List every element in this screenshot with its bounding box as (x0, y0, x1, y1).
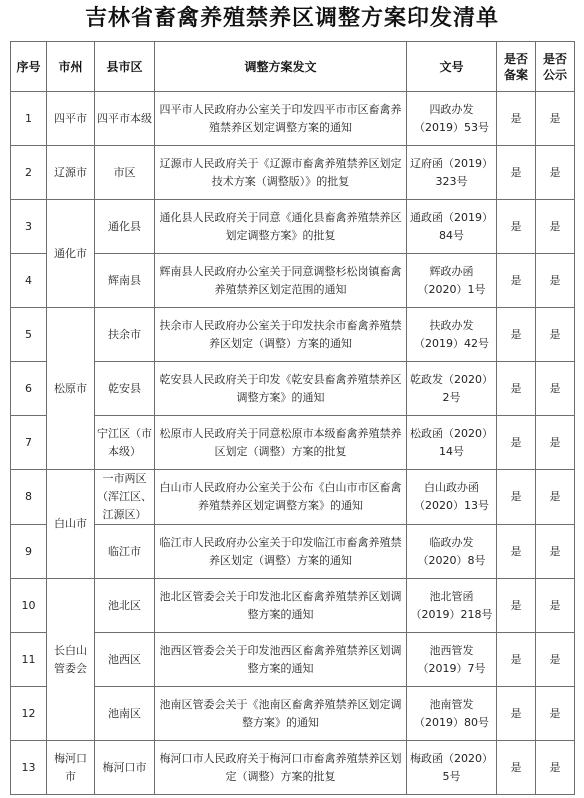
city-cell: 梅河口市 (47, 741, 95, 795)
county-cell: 扶余市 (95, 308, 155, 362)
county-cell: 梅河口市 (95, 741, 155, 795)
plan-cell: 四平市人民政府办公室关于印发四平市市区畜禽养殖禁养区划定调整方案的通知 (155, 92, 407, 146)
public-cell: 是 (536, 254, 575, 308)
plan-cell: 辽源市人民政府关于《辽源市畜禽养殖禁养区划定技术方案（调整版）》的批复 (155, 146, 407, 200)
row-number: 13 (11, 741, 47, 795)
public-cell: 是 (536, 146, 575, 200)
filed-cell: 是 (497, 633, 536, 687)
row-number: 5 (11, 308, 47, 362)
filed-cell: 是 (497, 254, 536, 308)
row-number: 6 (11, 362, 47, 416)
docno-cell: 松政函（2020）14号 (407, 416, 497, 470)
table-row (11, 525, 575, 579)
header-public: 是否公示 (536, 42, 575, 92)
public-cell: 是 (536, 362, 575, 416)
table-row (11, 741, 575, 795)
city-cell: 通化市 (47, 200, 95, 308)
row-number: 8 (11, 470, 47, 525)
plan-cell: 池南区管委会关于《池南区畜禽养殖禁养区划定调整方案》的通知 (155, 687, 407, 741)
header-filed: 是否备案 (497, 42, 536, 92)
header-county: 县市区 (95, 42, 155, 92)
county-cell: 池南区 (95, 687, 155, 741)
county-cell: 临江市 (95, 525, 155, 579)
docno-cell: 辽府函（2019）323号 (407, 146, 497, 200)
public-cell: 是 (536, 687, 575, 741)
table-row (11, 308, 575, 362)
county-cell: 一市两区（浑江区、江源区） (95, 470, 155, 525)
docno-cell: 池北管函（2019）218号 (407, 579, 497, 633)
docno-cell: 辉政办函（2020）1号 (407, 254, 497, 308)
public-cell: 是 (536, 200, 575, 254)
plan-cell: 乾安县人民政府关于印发《乾安县畜禽养殖禁养区调整方案》的通知 (155, 362, 407, 416)
table-row (11, 470, 575, 525)
county-cell: 四平市本级 (95, 92, 155, 146)
plan-cell: 白山市人民政府办公室关于公布《白山市市区畜禽养殖禁养区划定调整方案》的通知 (155, 470, 407, 525)
docno-cell: 池西管发（2019）7号 (407, 633, 497, 687)
filed-cell: 是 (497, 525, 536, 579)
row-number: 9 (11, 525, 47, 579)
filed-cell: 是 (497, 308, 536, 362)
plan-cell: 扶余市人民政府办公室关于印发扶余市畜禽养殖禁养区划定（调整）方案的通知 (155, 308, 407, 362)
header-docno: 文号 (407, 42, 497, 92)
table-row (11, 633, 575, 687)
row-number: 10 (11, 579, 47, 633)
city-cell: 白山市 (47, 470, 95, 579)
filed-cell: 是 (497, 470, 536, 525)
public-cell: 是 (536, 416, 575, 470)
docno-cell: 扶政办发（2019）42号 (407, 308, 497, 362)
row-number: 1 (11, 92, 47, 146)
docno-cell: 临政办发（2020）8号 (407, 525, 497, 579)
header-plan: 调整方案发文 (155, 42, 407, 92)
county-cell: 宁江区（市本级） (95, 416, 155, 470)
plan-cell: 通化县人民政府关于同意《通化县畜禽养殖禁养区划定调整方案》的批复 (155, 200, 407, 254)
table-row (11, 416, 575, 470)
county-cell: 池西区 (95, 633, 155, 687)
table-row (11, 579, 575, 633)
row-number: 7 (11, 416, 47, 470)
filed-cell: 是 (497, 146, 536, 200)
table-row (11, 254, 575, 308)
page-title: 吉林省畜禽养殖禁养区调整方案印发清单 (84, 6, 499, 31)
docno-cell: 梅政函（2020）5号 (407, 741, 497, 795)
city-cell: 辽源市 (47, 146, 95, 200)
plan-cell: 池西区管委会关于印发池西区畜禽养殖禁养区划调整方案的通知 (155, 633, 407, 687)
city-cell: 四平市 (47, 92, 95, 146)
table-row (11, 92, 575, 146)
row-number: 4 (11, 254, 47, 308)
filed-cell: 是 (497, 579, 536, 633)
plan-cell: 梅河口市人民政府关于梅河口市畜禽养殖禁养区划定（调整）方案的批复 (155, 741, 407, 795)
row-number: 12 (11, 687, 47, 741)
docno-cell: 白山政办函（2020）13号 (407, 470, 497, 525)
table-header-row (11, 42, 575, 92)
public-cell: 是 (536, 470, 575, 525)
public-cell: 是 (536, 308, 575, 362)
table-row (11, 362, 575, 416)
header-city: 市州 (47, 42, 95, 92)
docno-cell: 通政函（2019）84号 (407, 200, 497, 254)
header-no: 序号 (11, 42, 47, 92)
city-cell: 长白山管委会 (47, 579, 95, 741)
row-number: 3 (11, 200, 47, 254)
public-cell: 是 (536, 92, 575, 146)
county-cell: 通化县 (95, 200, 155, 254)
public-cell: 是 (536, 579, 575, 633)
filed-cell: 是 (497, 92, 536, 146)
row-number: 11 (11, 633, 47, 687)
filed-cell: 是 (497, 200, 536, 254)
plan-cell: 辉南县人民政府办公室关于同意调整杉松岗镇畜禽养殖禁养区划定范围的通知 (155, 254, 407, 308)
county-cell: 池北区 (95, 579, 155, 633)
plan-cell: 临江市人民政府办公室关于印发临江市畜禽养殖禁养区划定（调整）方案的通知 (155, 525, 407, 579)
public-cell: 是 (536, 741, 575, 795)
filed-cell: 是 (497, 687, 536, 741)
city-cell: 松原市 (47, 308, 95, 470)
plan-cell: 池北区管委会关于印发池北区畜禽养殖禁养区划调整方案的通知 (155, 579, 407, 633)
table-row (11, 687, 575, 741)
county-cell: 辉南县 (95, 254, 155, 308)
plan-cell: 松原市人民政府关于同意松原市本级畜禽养殖禁养区划定（调整）方案的批复 (155, 416, 407, 470)
filed-cell: 是 (497, 741, 536, 795)
filed-cell: 是 (497, 416, 536, 470)
docno-cell: 乾政发（2020）2号 (407, 362, 497, 416)
docno-cell: 四政办发（2019）53号 (407, 92, 497, 146)
county-cell: 乾安县 (95, 362, 155, 416)
public-cell: 是 (536, 525, 575, 579)
docno-cell: 池南管发（2019）80号 (407, 687, 497, 741)
row-number: 2 (11, 146, 47, 200)
filed-cell: 是 (497, 362, 536, 416)
county-cell: 市区 (95, 146, 155, 200)
document-table (10, 41, 575, 795)
table-row (11, 200, 575, 254)
public-cell: 是 (536, 633, 575, 687)
table-row (11, 146, 575, 200)
